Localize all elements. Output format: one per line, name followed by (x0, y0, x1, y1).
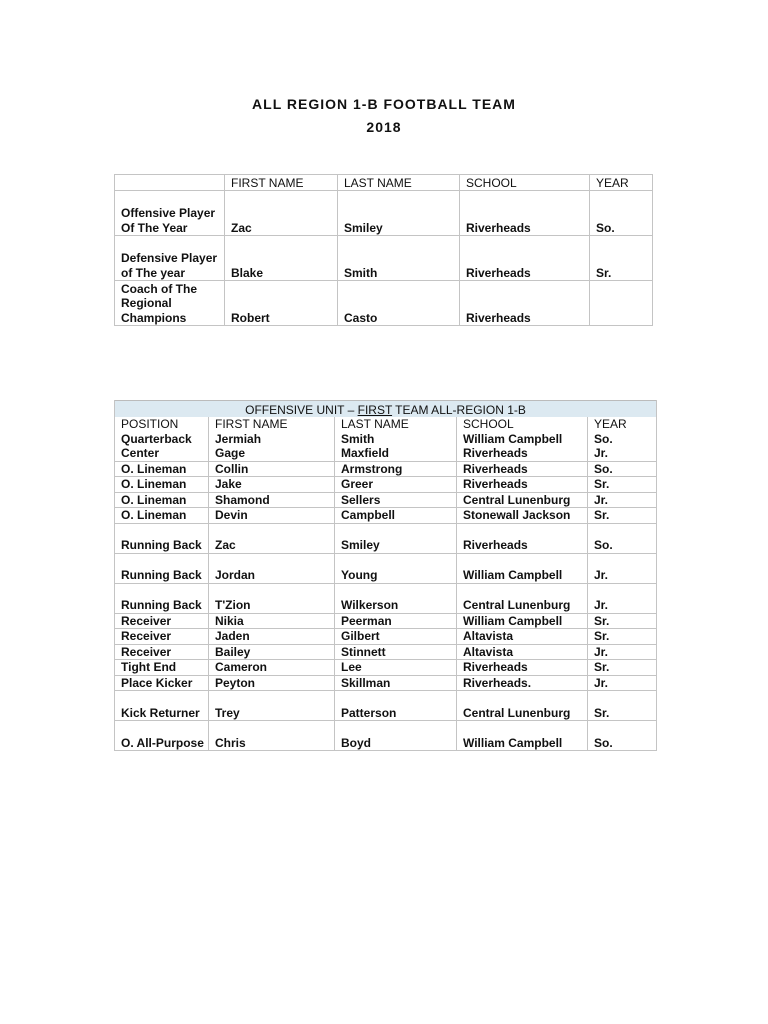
banner-underlined: FIRST (357, 402, 393, 417)
position-cell: Place Kicker (115, 675, 209, 691)
year-cell: Jr. (588, 553, 657, 583)
last-cell: Patterson (335, 691, 457, 721)
award-school: Riverheads (460, 281, 590, 326)
award-school: Riverheads (460, 236, 590, 281)
position-cell: O. Lineman (115, 477, 209, 493)
school-cell: Stonewall Jackson (457, 508, 588, 524)
table-row (115, 644, 657, 660)
position-cell: Kick Returner (115, 691, 209, 721)
school-cell: Riverheads (457, 446, 588, 461)
award-year: Sr. (590, 236, 653, 281)
last-cell: Smith (335, 432, 457, 447)
award-year: So. (590, 191, 653, 236)
table-row (115, 721, 657, 751)
header-last: LAST NAME (335, 417, 457, 432)
first-cell: Jaden (209, 629, 335, 645)
school-cell: William Campbell (457, 721, 588, 751)
school-cell: Riverheads (457, 660, 588, 676)
position-cell: O. All-Purpose (115, 721, 209, 751)
first-cell: Collin (209, 461, 335, 477)
last-cell: Skillman (335, 675, 457, 691)
table-row (115, 553, 657, 583)
school-cell: Altavista (457, 644, 588, 660)
year-cell: Sr. (588, 613, 657, 629)
header-school: SCHOOL (457, 417, 588, 432)
year-cell: Sr. (588, 660, 657, 676)
awards-header-row (115, 175, 653, 191)
school-cell: William Campbell (457, 553, 588, 583)
award-label: Offensive Player Of The Year (115, 191, 225, 236)
year-cell: Jr. (588, 583, 657, 613)
last-cell: Campbell (335, 508, 457, 524)
award-last: Smiley (338, 191, 460, 236)
position-cell: O. Lineman (115, 508, 209, 524)
table-row (115, 477, 657, 493)
position-cell: Running Back (115, 553, 209, 583)
table-row (115, 508, 657, 524)
award-last: Casto (338, 281, 460, 326)
year-cell: Sr. (588, 508, 657, 524)
last-cell: Wilkerson (335, 583, 457, 613)
awards-row (115, 281, 653, 326)
year-cell: Jr. (588, 446, 657, 461)
award-year (590, 281, 653, 326)
position-cell: Tight End (115, 660, 209, 676)
first-cell: Bailey (209, 644, 335, 660)
awards-row (115, 236, 653, 281)
school-cell: Riverheads (457, 461, 588, 477)
table-row (115, 446, 657, 461)
table-row (115, 629, 657, 645)
position-cell: Center (115, 446, 209, 461)
awards-row (115, 191, 653, 236)
last-cell: Greer (335, 477, 457, 493)
first-cell: Shamond (209, 492, 335, 508)
last-cell: Gilbert (335, 629, 457, 645)
year-cell: Jr. (588, 675, 657, 691)
first-cell: Peyton (209, 675, 335, 691)
year-cell: So. (588, 523, 657, 553)
table-row (115, 583, 657, 613)
school-cell: Riverheads (457, 523, 588, 553)
first-cell: Devin (209, 508, 335, 524)
offense-table (114, 400, 657, 751)
first-cell: Cameron (209, 660, 335, 676)
first-cell: Zac (209, 523, 335, 553)
last-cell: Smiley (335, 523, 457, 553)
school-cell: Altavista (457, 629, 588, 645)
position-cell: Receiver (115, 644, 209, 660)
school-cell: William Campbell (457, 432, 588, 447)
table-row (115, 432, 657, 447)
position-cell: Quarterback (115, 432, 209, 447)
year-cell: Sr. (588, 691, 657, 721)
year-cell: So. (588, 432, 657, 447)
award-first: Blake (225, 236, 338, 281)
position-cell: Receiver (115, 629, 209, 645)
last-cell: Sellers (335, 492, 457, 508)
position-cell: Running Back (115, 583, 209, 613)
table-row (115, 660, 657, 676)
position-cell: Running Back (115, 523, 209, 553)
header-position: POSITION (115, 417, 209, 432)
table-row (115, 613, 657, 629)
first-cell: T'Zion (209, 583, 335, 613)
awards-header-blank (115, 175, 225, 191)
first-cell: Trey (209, 691, 335, 721)
page-title: ALL REGION 1-B FOOTBALL TEAM (252, 96, 516, 112)
header-first: FIRST NAME (209, 417, 335, 432)
header-year: YEAR (588, 417, 657, 432)
school-cell: Central Lunenburg (457, 691, 588, 721)
awards-table (114, 174, 653, 326)
school-cell: William Campbell (457, 613, 588, 629)
last-cell: Lee (335, 660, 457, 676)
last-cell: Stinnett (335, 644, 457, 660)
school-cell: Riverheads. (457, 675, 588, 691)
year-cell: Jr. (588, 644, 657, 660)
last-cell: Peerman (335, 613, 457, 629)
year-cell: So. (588, 461, 657, 477)
year-cell: Jr. (588, 492, 657, 508)
first-cell: Nikia (209, 613, 335, 629)
last-cell: Boyd (335, 721, 457, 751)
table-row (115, 461, 657, 477)
first-cell: Jordan (209, 553, 335, 583)
table-row (115, 691, 657, 721)
offense-banner-row (115, 401, 657, 418)
first-cell: Jake (209, 477, 335, 493)
award-label: Defensive Player of The year (115, 236, 225, 281)
position-cell: Receiver (115, 613, 209, 629)
last-cell: Maxfield (335, 446, 457, 461)
award-label: Coach of The Regional Champions (115, 281, 225, 326)
award-last: Smith (338, 236, 460, 281)
offense-header-row (115, 417, 657, 432)
awards-header-first: FIRST NAME (225, 175, 338, 191)
first-cell: Gage (209, 446, 335, 461)
year-cell: So. (588, 721, 657, 751)
awards-header-last: LAST NAME (338, 175, 460, 191)
award-school: Riverheads (460, 191, 590, 236)
award-first: Zac (225, 191, 338, 236)
page-year: 2018 (366, 119, 402, 135)
table-row (115, 675, 657, 691)
award-first: Robert (225, 281, 338, 326)
position-cell: O. Lineman (115, 461, 209, 477)
first-cell: Chris (209, 721, 335, 751)
year-cell: Sr. (588, 629, 657, 645)
year-cell: Sr. (588, 477, 657, 493)
last-cell: Armstrong (335, 461, 457, 477)
school-cell: Central Lunenburg (457, 583, 588, 613)
first-cell: Jermiah (209, 432, 335, 447)
school-cell: Riverheads (457, 477, 588, 493)
awards-header-school: SCHOOL (460, 175, 590, 191)
awards-header-year: YEAR (590, 175, 653, 191)
position-cell: O. Lineman (115, 492, 209, 508)
table-row (115, 492, 657, 508)
last-cell: Young (335, 553, 457, 583)
offense-banner: OFFENSIVE UNIT – FIRST TEAM ALL-REGION 1-B (115, 401, 657, 418)
table-row (115, 523, 657, 553)
school-cell: Central Lunenburg (457, 492, 588, 508)
